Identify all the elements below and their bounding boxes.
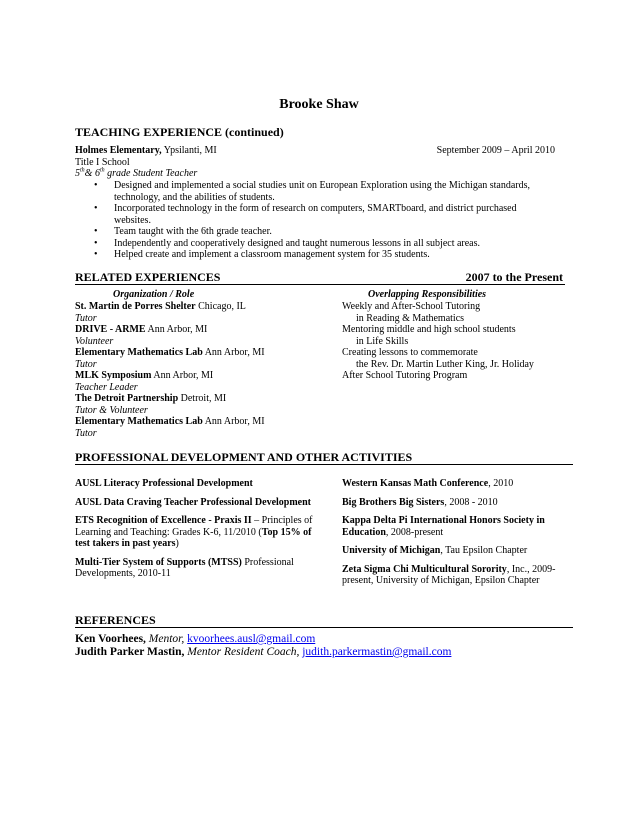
teaching-heading: TEACHING EXPERIENCE (continued): [75, 125, 284, 139]
org-place: Chicago, IL: [195, 301, 246, 312]
reference-title: Mentor,: [145, 633, 185, 645]
activity-detail: Professional Developments, 2010-11: [75, 556, 294, 579]
profdev-divider: [75, 464, 573, 465]
activity-title: University of Michigan: [342, 545, 441, 556]
reference-email-link[interactable]: judith.parkermastin@gmail.com: [302, 646, 452, 658]
references-list: [75, 633, 575, 659]
org-place: Ann Arbor, MI: [202, 416, 265, 427]
list-item: [342, 515, 574, 538]
activity-title: Big Brothers Big Sisters: [342, 496, 445, 508]
org-role: Tutor: [75, 312, 97, 324]
list-item: • Incorporated technology in the form of research on computers, SMARTboard, and district purchased websites.: [75, 203, 555, 226]
profdev-heading: PROFESSIONAL DEVELOPMENT AND OTHER ACTIVITIES: [75, 450, 413, 464]
organizations-list: [75, 301, 335, 439]
list-item: [75, 324, 335, 336]
activity-highlight: Top 15% of test takers in past years: [75, 526, 312, 549]
org-place: Ann Arbor, MI: [202, 347, 265, 358]
list-item: [75, 370, 335, 382]
teaching-employer-line: [75, 145, 555, 157]
teaching-role: [75, 168, 197, 180]
profdev-left-column: [75, 478, 315, 587]
activity-title: Kappa Delta Pi International Honors Society in Education: [342, 515, 545, 538]
org-role: Tutor: [75, 427, 97, 439]
list-item: Weekly and After-School Tutoring: [342, 301, 481, 312]
employer-name: Holmes Elementary,: [75, 145, 162, 156]
teaching-bullets: [75, 180, 555, 261]
org-place: Ann Arbor, MI: [151, 370, 214, 381]
reference-title: Mentor Resident Coach,: [184, 646, 300, 658]
list-item: in Life Skills: [356, 335, 409, 347]
org-name: St. Martin de Porres Shelter: [75, 301, 196, 312]
reference-name: Ken Voorhees,: [75, 633, 146, 645]
list-item: • Independently and cooperatively designed and taught numerous lessons in all subject areas.: [75, 238, 555, 250]
references-divider: [75, 627, 573, 628]
list-item: [342, 497, 574, 509]
role-sup-b: th: [99, 167, 105, 174]
list-item: [75, 633, 575, 646]
list-item: • Helped create and implement a classroom management system for 35 students.: [75, 249, 555, 261]
role-grade-b: & 6: [84, 168, 100, 179]
activity-title: Multi-Tier System of Supports (MTSS): [75, 556, 242, 568]
role-rest: grade Student Teacher: [104, 168, 198, 179]
org-name: Elementary Mathematics Lab: [75, 347, 203, 358]
list-item: in Reading & Mathematics: [356, 312, 465, 324]
org-place: Ann Arbor, MI: [145, 324, 208, 335]
responsibilities-column-title: Overlapping Responsibilities: [368, 289, 487, 300]
org-role: Teacher Leader: [75, 381, 138, 393]
list-item: [75, 557, 315, 580]
list-item: the Rev. Dr. Martin Luther King, Jr. Holiday: [356, 358, 534, 370]
role-sup-a: th: [80, 167, 85, 174]
activity-detail: , 2008 - 2010: [444, 496, 498, 508]
role-grade-a: 5: [75, 168, 80, 179]
related-divider: [75, 284, 565, 285]
list-item: [342, 564, 574, 587]
org-name: DRIVE - ARME: [75, 324, 146, 335]
org-place: Detroit, MI: [178, 393, 227, 404]
list-item: • Designed and implemented a social studies unit on European Exploration using the Michigan standards, technology, and the abilities of students.: [75, 180, 555, 203]
activity-detail: , 2010: [488, 478, 514, 489]
activity-title: ETS Recognition of Excellence - Praxis II: [75, 515, 252, 526]
responsibilities-list: [342, 301, 572, 382]
list-item: • Team taught with the 6th grade teacher.: [75, 226, 555, 238]
org-role-column-title: Organization / Role: [113, 289, 195, 300]
list-item: [342, 545, 574, 557]
org-role: Volunteer: [75, 335, 114, 347]
org-name: MLK Symposium: [75, 370, 152, 381]
related-heading: RELATED EXPERIENCES: [75, 270, 221, 284]
org-role: Tutor: [75, 358, 97, 370]
list-item: [75, 416, 335, 428]
activity-detail: , 2008-present: [385, 526, 444, 538]
list-item: Mentoring middle and high school students: [342, 324, 516, 335]
list-item: [342, 478, 574, 490]
activity-title: Zeta Sigma Chi Multicultural Sorority: [342, 563, 507, 575]
org-name: Elementary Mathematics Lab: [75, 416, 203, 427]
list-item: After School Tutoring Program: [342, 370, 468, 381]
list-item: Creating lessons to commemorate: [342, 347, 478, 358]
activity-detail: , Tau Epsilon Chapter: [440, 545, 528, 556]
school-type: Title I School: [75, 156, 130, 168]
reference-name: Judith Parker Mastin,: [75, 646, 185, 658]
activity-detail: – Principles of Learning and Teaching: Grades K-6, 11/2010 (: [75, 515, 313, 538]
list-item: [75, 393, 335, 405]
activity-title: Western Kansas Math Conference: [342, 478, 489, 489]
activity-title: AUSL Data Craving Teacher Professional Development: [75, 496, 312, 508]
employer-location: Ypsilanti, MI: [161, 145, 217, 156]
activity-detail: , Inc., 2009-present, University of Michigan, Epsilon Chapter: [342, 563, 556, 586]
list-item: [75, 347, 335, 359]
reference-email-link[interactable]: kvoorhees.ausl@gmail.com: [187, 633, 316, 645]
activity-title: AUSL Literacy Professional Development: [75, 478, 253, 489]
related-dates: 2007 to the Present: [465, 270, 563, 284]
list-item: [75, 478, 315, 490]
org-name: The Detroit Partnership: [75, 393, 179, 404]
activity-detail-end: ): [175, 538, 179, 549]
references-heading: REFERENCES: [75, 613, 156, 627]
org-role: Tutor & Volunteer: [75, 404, 148, 416]
list-item: [75, 515, 315, 550]
list-item: [75, 497, 315, 509]
list-item: [75, 301, 335, 313]
employment-dates: September 2009 – April 2010: [436, 145, 555, 156]
candidate-name: Brooke Shaw: [279, 97, 359, 112]
list-item: [75, 646, 575, 659]
profdev-right-column: [342, 478, 574, 594]
